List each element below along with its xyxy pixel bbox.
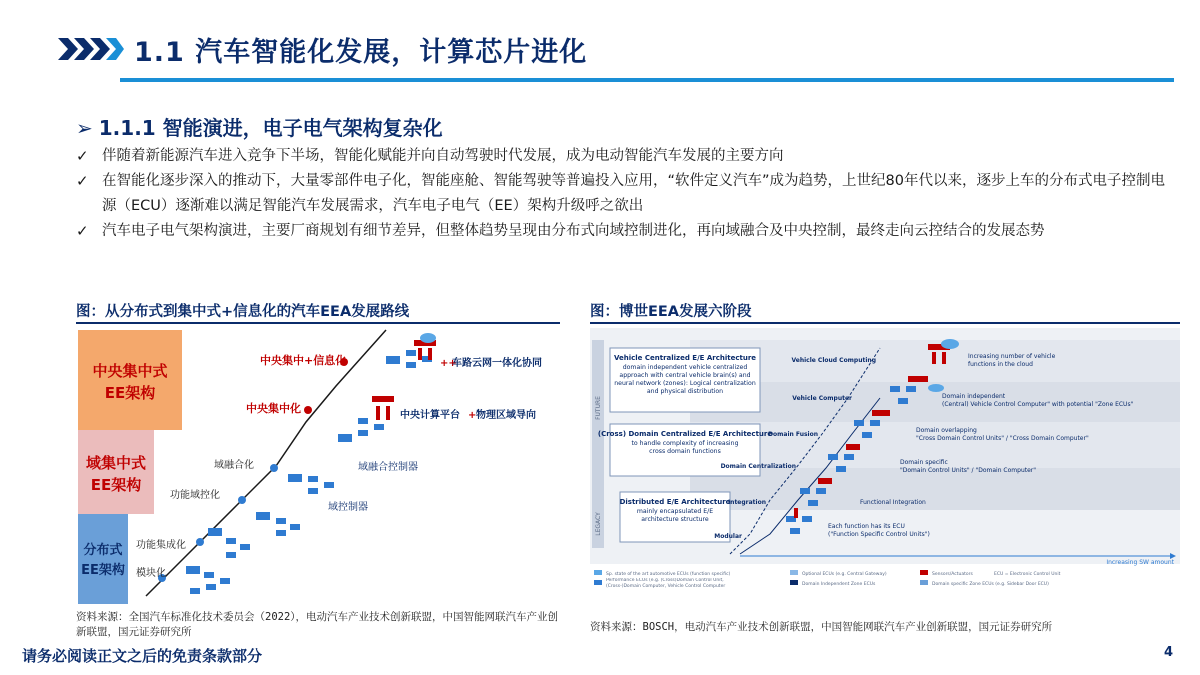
svg-text:Sp. state of the art automotiv: Sp. state of the art automotive ECUs (function specific) <box>606 572 731 577</box>
step-desc: functions in the cloud <box>968 361 1033 368</box>
svg-text:Sensors/Actuators: Sensors/Actuators <box>932 572 973 577</box>
annotation-physical-zone: 物理区域导向 <box>476 410 536 421</box>
svg-text:Domain specific Zone ECUs (e.g: Domain specific Zone ECUs (e.g. Sidebar Door ECU) <box>932 582 1049 587</box>
block-distributed-line1: 分布式 <box>83 543 123 558</box>
cloud-icon <box>928 384 944 392</box>
svg-text:Optional ECUs (e.g. Central Ga: Optional ECUs (e.g. Central Gateway) <box>802 572 887 577</box>
block-central-line1: 中央集中式 <box>92 362 168 380</box>
bullet-item <box>76 144 1176 169</box>
figure-left-title: 图：从分布式到集中式+信息化的汽车EEA发展路线 <box>76 304 410 320</box>
bullet-text: 汽车电子电气架构演进，主要厂商规划有细节差异，但整体趋势呈现由分布式向域控制进化，再向域融合及中央控制，最终走向云控结合的发展态势 <box>102 223 1045 239</box>
step-desc: Domain overlapping <box>916 427 977 434</box>
sw-axis-label: Increasing SW amount <box>1106 559 1174 566</box>
header-rule <box>120 78 1174 82</box>
annotation-cloud: 车路云网一体化协同 <box>452 358 542 369</box>
figure-left-rule <box>76 322 560 324</box>
figure-left-source: 资料来源：全国汽车标准化技术委员会（2022），电动汽车产业技术创新联盟，中国智能网联汽车产业创新联盟，国元证券研究所 <box>76 611 559 638</box>
check-icon: ✓ <box>76 147 89 165</box>
annotation-plus: + <box>468 410 477 421</box>
step-desc: (Central) Vehicle Control Computer" with potential "Zone ECUs" <box>942 401 1134 408</box>
step-desc: ("Function Specific Control Units") <box>828 531 930 538</box>
bullet-item <box>76 219 1176 244</box>
page-title: 1.1 汽车智能化发展，计算芯片进化 <box>134 37 588 68</box>
ecu-red-cluster-icon <box>372 340 436 420</box>
step-desc: "Cross Domain Control Units" / "Cross Domain Computer" <box>916 435 1089 442</box>
step-name: Domain Centralization <box>720 463 796 470</box>
legend: Sp. state of the art automotive ECUs (function specific) Performance ECUs (e.g. (Cross)Domain Control Unit, (Cross-)Domain Computer, Vehicle Control Computer Optional ECUs (e.g. Central Gateway) Domain Independent Zone ECUs Sensors/Actuators Domain specific Zone ECUs (e.g. Sidebar Door ECU) ECU = Electronic Control Unit <box>594 570 1061 594</box>
step-name: Domain Fusion <box>768 431 818 438</box>
page-number: 4 <box>1164 645 1174 660</box>
block-central-line2: EE架构 <box>104 384 156 402</box>
step-desc: Functional Integration <box>860 499 926 506</box>
step-name: Vehicle Cloud Computing <box>791 357 876 364</box>
box-body: mainly encapsulated E/E architecture structure <box>636 508 714 523</box>
box-body: to handle complexity of increasing cross domain functions <box>631 440 739 455</box>
block-central <box>78 330 182 430</box>
box-title: (Cross) Domain Centralized E/E Architecture <box>597 430 773 438</box>
box-body: domain independent vehicle centralized approach with central vehicle brain(s) and neural network (zones): Logical centralization and physical distribution <box>614 364 756 395</box>
stage-label: 中央集中+信息化 <box>260 354 347 367</box>
header-chevrons-icon <box>58 36 124 62</box>
section-arrow-icon: ➢ <box>76 116 93 140</box>
annotation-plus-marks: ++ <box>440 358 457 369</box>
stage-node <box>304 406 312 414</box>
box-title: Vehicle Centralized E/E Architecture <box>613 354 757 362</box>
annotation-domain-ctrl: 域控制器 <box>328 502 368 513</box>
bullet-list <box>76 144 1176 244</box>
block-domain-line2: EE架构 <box>90 476 142 494</box>
check-icon: ✓ <box>76 172 89 190</box>
block-distributed-line2: EE架构 <box>81 563 125 578</box>
step-desc: "Domain Control Units" / "Domain Computer" <box>900 467 1037 474</box>
figure-right-rule <box>590 322 1180 324</box>
bullet-text: 伴随着新能源汽车进入竞争下半场，智能化赋能并向自动驾驶时代发展，成为电动智能汽车发展的主要方向 <box>102 148 784 164</box>
stage-label: 模块化 <box>136 568 166 579</box>
stage-label: 域融合化 <box>214 460 254 471</box>
block-domain-line1: 域集中式 <box>85 454 147 472</box>
block-domain <box>78 430 154 514</box>
step-name: Vehicle Computer <box>792 395 852 402</box>
cloud-icon <box>420 333 436 343</box>
disclaimer-note: 请务必阅读正文之后的免责条款部分 <box>22 647 263 665</box>
figure-right-source: 资料来源：BOSCH，电动汽车产业技术创新联盟，中国智能网联汽车产业创新联盟，国元证券研究所 <box>590 621 1053 633</box>
step-desc: Each function has its ECU <box>828 523 905 530</box>
annotation-central-platform: 中央计算平台 <box>400 410 460 421</box>
stage-label: 功能集成化 <box>136 540 186 551</box>
bosch-eea-diagram <box>590 328 1180 610</box>
step-name: Integration <box>727 499 766 506</box>
svg-text:ECU = Electronic Control Unit: ECU = Electronic Control Unit <box>994 572 1061 577</box>
stage-node <box>196 538 204 546</box>
bullet-item <box>76 169 1176 219</box>
step-name: Modular <box>714 533 742 540</box>
bullet-text: 在智能化逐步深入的推动下，大量零部件电子化，智能座舱、智能驾驶等普遍投入应用，“软件定义汽车”成为趋势，上世纪80年代以来，逐步上车的分布式电子控制电源（ECU）逐渐难以满足智能汽车发展需求，汽车电子电气（EE）架构升级呼之欲出 <box>102 173 1165 214</box>
step-desc: Increasing number of vehicle <box>968 353 1056 360</box>
eea-roadmap-diagram <box>76 326 560 606</box>
stage-node <box>270 464 278 472</box>
cloud-icon <box>941 339 959 349</box>
check-icon: ✓ <box>76 222 89 240</box>
stage-label: 中央集中化 <box>246 402 301 415</box>
svg-text:Domain Independent Zone ECUs: Domain Independent Zone ECUs <box>802 582 876 587</box>
band-label-legacy: LEGACY <box>595 512 602 536</box>
figure-right-title: 图：博世EEA发展六阶段 <box>590 304 752 320</box>
section-title <box>76 112 443 141</box>
section-title-text: 1.1.1 智能演进，电子电气架构复杂化 <box>98 116 443 140</box>
box-title: Distributed E/E Architecture <box>619 498 731 506</box>
step-desc: Domain specific <box>900 459 948 466</box>
band-label-future: FUTURE <box>595 396 602 420</box>
step-desc: Domain independent <box>942 393 1006 400</box>
annotation-domain-fusion-ctrl: 域融合控制器 <box>358 462 418 473</box>
stage-node <box>238 496 246 504</box>
block-distributed <box>78 514 128 604</box>
stage-label: 功能域控化 <box>170 490 220 501</box>
